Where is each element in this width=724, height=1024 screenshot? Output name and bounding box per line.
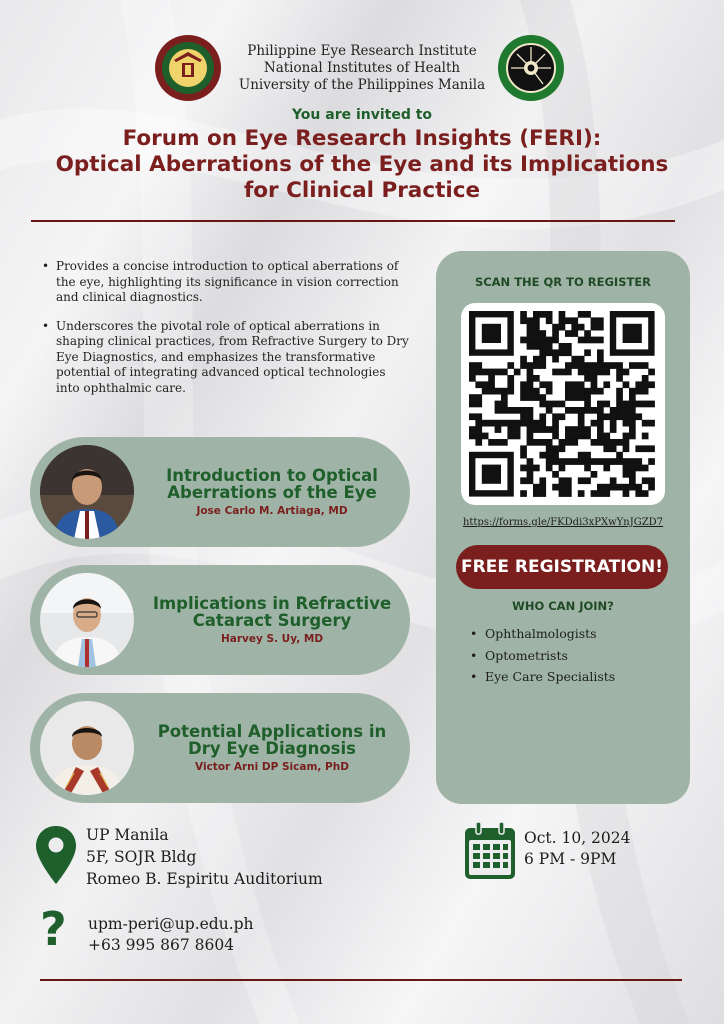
talk-title-line: Cataract Surgery: [192, 611, 352, 630]
talk-title-line: Aberrations of the Eye: [167, 483, 377, 502]
institution-line: University of the Philippines Manila: [238, 77, 486, 93]
institution-line: Philippine Eye Research Institute: [247, 43, 477, 59]
event-time: 6 PM - 9PM: [524, 850, 617, 868]
registration-panel: [436, 251, 690, 804]
speaker-name: Jose Carlo M. Artiaga, MD: [196, 505, 348, 517]
institution-line: National Institutes of Health: [263, 60, 461, 76]
speaker-name: Victor Arni DP Sicam, PhD: [195, 761, 349, 773]
speaker-photo: [40, 445, 134, 539]
qr-code-graphic: [469, 311, 657, 497]
description-list: [40, 259, 410, 409]
venue-line: UP Manila: [86, 826, 169, 844]
venue-line: Romeo B. Espiritu Auditorium: [86, 870, 323, 888]
talk-title: [142, 595, 402, 629]
description-item: • Underscores the pivotal role of optical aberrations in shaping clinical practices, from Refractive Surgery to Dry Eye Diagnostics, and emphasizes the transformative potential of integrating advanced optical technologies into ophthalmic care.: [40, 319, 410, 397]
event-title-line: for Clinical Practice: [243, 178, 481, 203]
peri-seal-icon: [497, 34, 565, 102]
contact-email[interactable]: upm-peri@up.edu.ph: [88, 915, 254, 933]
location-pin-icon: [36, 826, 76, 886]
audience-item: • Ophthalmologists: [470, 623, 615, 645]
talk-card: [30, 565, 410, 675]
description-item: • Provides a concise introduction to optical aberrations of the eye, highlighting its significance in vision correction and clinical diagnostics.: [40, 259, 410, 306]
event-title: [20, 126, 704, 204]
schedule-block: [524, 828, 631, 870]
venue-block: [86, 824, 323, 890]
registration-link[interactable]: https://forms.gle/FKDdi3xPXwYnJGZD7: [462, 517, 664, 528]
speaker-photo: [40, 701, 134, 795]
institution-block: [230, 43, 494, 94]
talk-title-line: Implications in Refractive: [152, 594, 392, 613]
invitation-label: You are invited to: [291, 107, 433, 123]
talk-card: [30, 437, 410, 547]
event-title-line: Optical Aberrations of the Eye and its Implications: [55, 152, 669, 177]
question-mark-icon: ?: [40, 902, 67, 956]
talk-title-line: Potential Applications in: [157, 722, 387, 741]
contact-phone[interactable]: +63 995 867 8604: [88, 936, 235, 954]
talk-title: [142, 467, 402, 501]
audience-item: • Optometrists: [470, 645, 615, 667]
qr-code[interactable]: [461, 303, 665, 505]
speaker-photo: [40, 573, 134, 667]
venue-line: 5F, SOJR Bldg: [86, 848, 197, 866]
audience-item: • Eye Care Specialists: [470, 666, 615, 688]
contact-block: [88, 914, 254, 956]
speaker-name: Harvey S. Uy, MD: [220, 633, 324, 645]
event-title-line: Forum on Eye Research Insights (FERI):: [122, 126, 602, 151]
talk-title: [142, 723, 402, 757]
audience-list: [470, 623, 615, 688]
talk-title-line: Dry Eye Diagnosis: [188, 739, 356, 758]
talk-card: [30, 693, 410, 803]
talk-title-line: Introduction to Optical: [166, 466, 378, 485]
free-registration-button[interactable]: FREE REGISTRATION!: [456, 545, 668, 589]
scan-label: SCAN THE QR TO REGISTER: [474, 275, 652, 289]
calendar-icon: [464, 822, 516, 880]
who-can-join-label: WHO CAN JOIN?: [512, 599, 614, 613]
divider: [40, 979, 682, 981]
event-date: Oct. 10, 2024: [524, 829, 631, 847]
university-seal-icon: [154, 34, 222, 102]
divider: [31, 220, 675, 222]
